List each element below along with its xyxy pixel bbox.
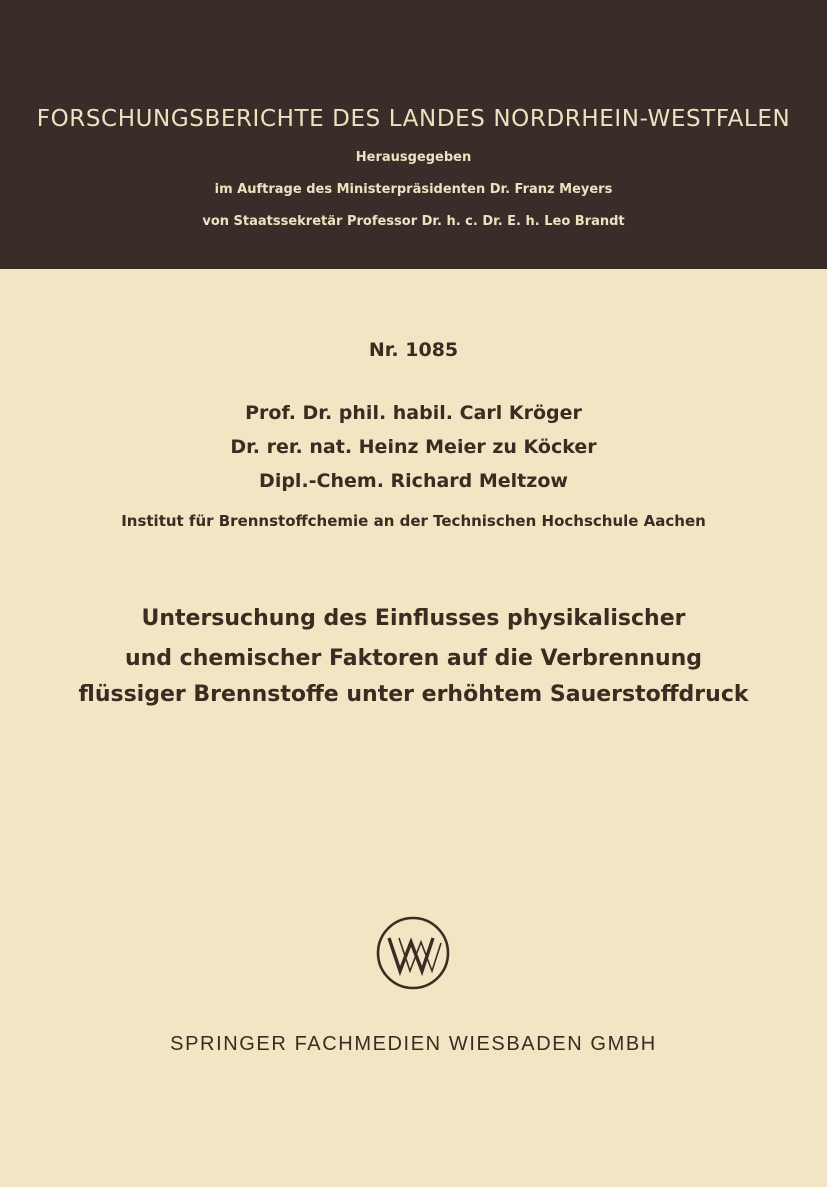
author-meltzow: Dipl.-Chem. Richard Meltzow: [259, 470, 568, 492]
editor-line-herausgegeben: Herausgegeben: [355, 150, 472, 165]
report-number: Nr. 1085: [368, 339, 459, 361]
author-meier-zu-koecker: Dr. rer. nat. Heinz Meier zu Köcker: [230, 436, 597, 458]
author-kroeger: Prof. Dr. phil. habil. Carl Kröger: [245, 402, 582, 424]
institute: Institut für Brennstoffchemie an der Technischen Hochschule Aachen: [121, 512, 706, 530]
report-title-line-3: flüssiger Brennstoffe unter erhöhtem Sauerstoffdruck: [78, 682, 749, 707]
report-title-line-1: Untersuchung des Einflusses physikalischer: [141, 606, 686, 631]
series-header-band: [0, 0, 827, 269]
editor-line-ministerpraesident: im Auftrage des Ministerpräsidenten Dr. Franz Meyers: [214, 182, 613, 197]
series-title: FORSCHUNGSBERICHTE DES LANDES NORDRHEIN-WESTFALEN: [36, 106, 791, 132]
editor-line-staatssekretaer: von Staatssekretär Professor Dr. h. c. Dr. E. h. Leo Brandt: [202, 214, 625, 229]
report-title-line-2: und chemischer Faktoren auf die Verbrennung: [124, 646, 703, 671]
publisher-ww-logo-icon: [375, 915, 451, 991]
publisher-name: SPRINGER FACHMEDIEN WIESBADEN GMBH: [170, 1033, 657, 1055]
